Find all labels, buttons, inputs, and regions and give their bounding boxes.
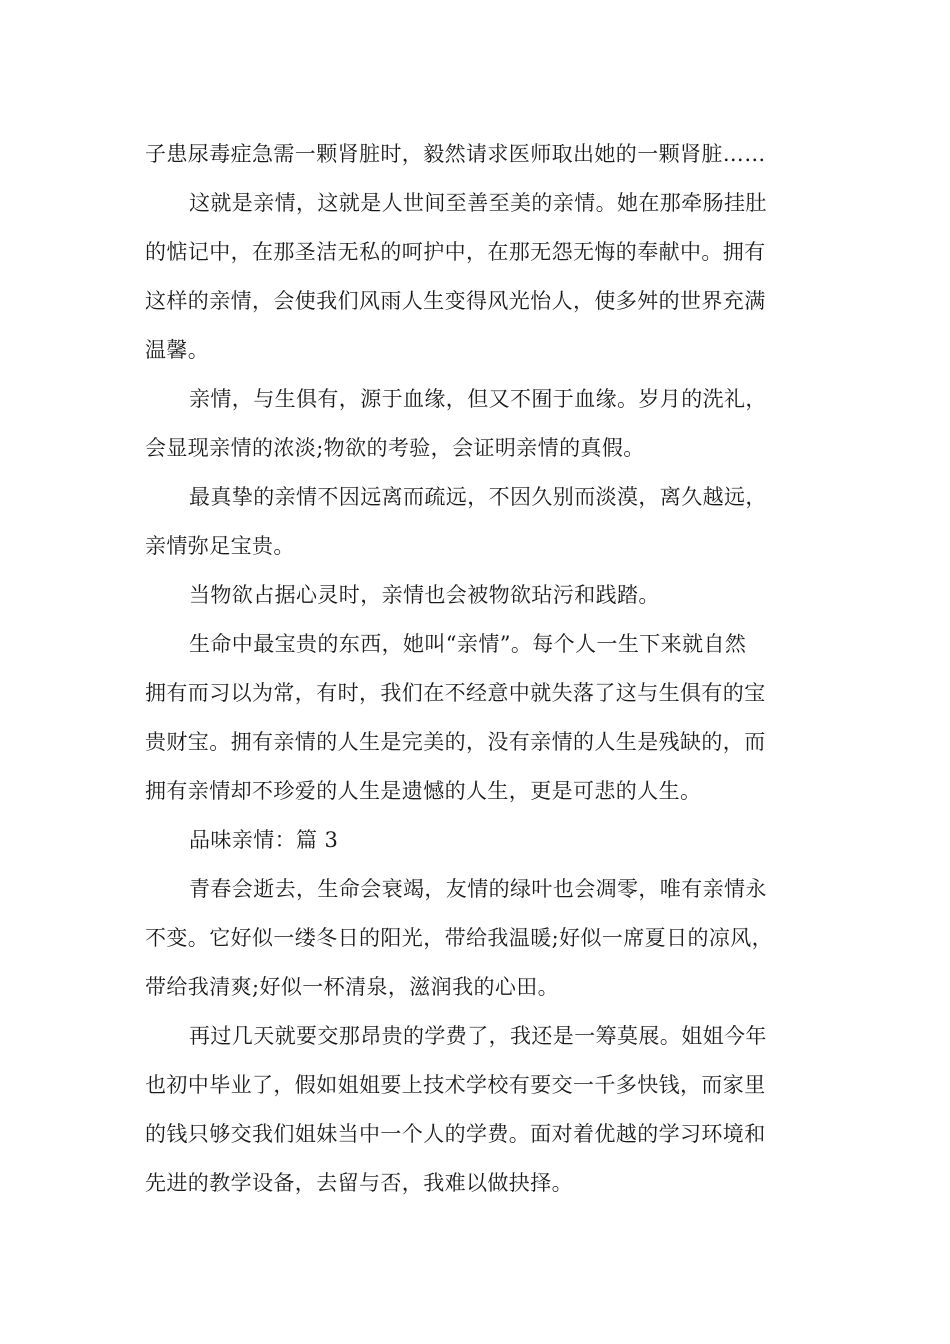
- text-line: 的惦记中，在那圣洁无私的呵护中，在那无怨无悔的奉献中。拥有: [145, 240, 766, 264]
- paragraph-start-line: 这就是亲情，这就是人世间至善至美的亲情。她在那牵肠挂肚: [189, 191, 767, 215]
- text-line: 温馨。: [145, 338, 210, 362]
- text-line: 贵财宝。拥有亲情的人生是完美的，没有亲情的人生是残缺的，而: [145, 730, 766, 754]
- text-line: 这样的亲情，会使我们风雨人生变得风光怡人，使多舛的世界充满: [145, 289, 766, 313]
- text-line: 拥有亲情却不珍爱的人生是遗憾的人生，更是可悲的人生。: [145, 779, 702, 803]
- paragraph-start-line: 亲情，与生俱有，源于血缘，但又不囿于血缘。岁月的洗礼，: [189, 387, 767, 411]
- document-body: [145, 130, 810, 1208]
- paragraph-start-line: 青春会逝去，生命会衰竭，友情的绿叶也会凋零，唯有亲情永: [189, 877, 767, 901]
- text-line: 也初中毕业了，假如姐姐要上技术学校有要交一千多快钱，而家里: [145, 1073, 766, 1097]
- paragraph-start-line: 当物欲占据心灵时，亲情也会被物欲玷污和践踏。: [189, 583, 660, 607]
- paragraph-start-line: 再过几天就要交那昂贵的学费了，我还是一筹莫展。姐姐今年: [189, 1024, 767, 1048]
- text-line: 先进的教学设备，去留与否，我难以做抉择。: [145, 1171, 573, 1195]
- text-line: 子患尿毒症急需一颗肾脏时，毅然请求医师取出她的一颗肾脏……: [145, 142, 766, 166]
- text-line: 的钱只够交我们姐妹当中一个人的学费。面对着优越的学习环境和: [145, 1122, 766, 1146]
- text-line: 会显现亲情的浓淡;物欲的考验，会证明亲情的真假。: [145, 436, 645, 460]
- paragraph-start-line: 生命中最宝贵的东西，她叫“亲情”。每个人一生下来就自然: [189, 632, 747, 656]
- paragraph-start-line: 最真挚的亲情不因远离而疏远，不因久别而淡漠，离久越远，: [189, 485, 767, 509]
- text-line: 亲情弥足宝贵。: [145, 534, 295, 558]
- text-line: 带给我清爽;好似一杯清泉，滋润我的心田。: [145, 975, 560, 999]
- text-line: 拥有而习以为常，有时，我们在不经意中就失落了这与生俱有的宝: [145, 681, 766, 705]
- text-line: 不变。它好似一缕冬日的阳光，带给我温暖;好似一席夏日的凉风，: [145, 926, 774, 950]
- section-heading: 品味亲情：篇 3: [189, 828, 339, 852]
